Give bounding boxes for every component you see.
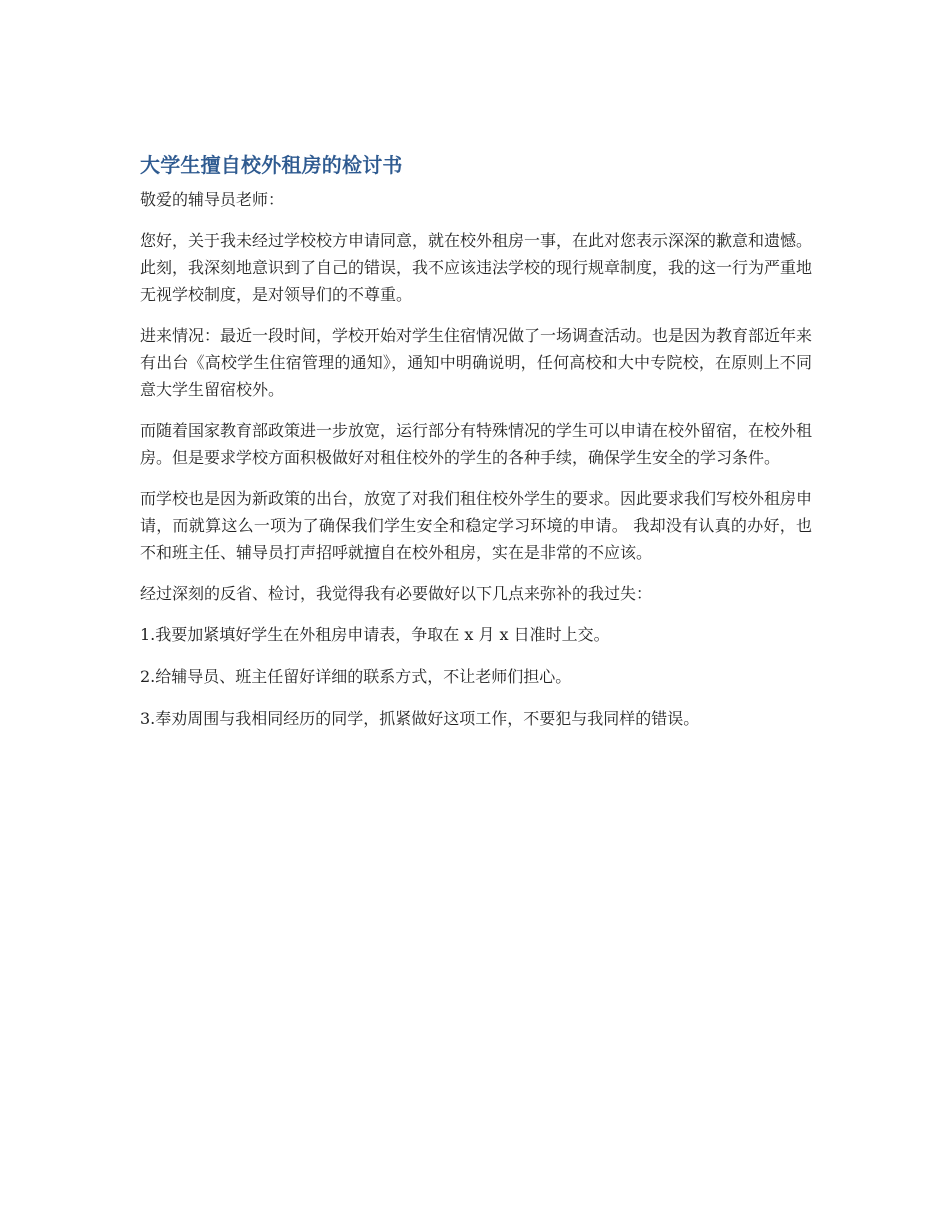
paragraph-reflection: 经过深刻的反省、检讨，我觉得我有必要做好以下几点来弥补的我过失： (140, 584, 653, 603)
list-item: 2.给辅导员、班主任留好详细的联系方式，不让老师们担心。 (140, 667, 572, 686)
document-title: 大学生擅自校外租房的检讨书 (140, 153, 403, 177)
paragraph-requirement: 而学校也是因为新政策的出台，放宽了对我们租住校外学生的要求。因此要求我们写校外租房申请，而就算这么一项为了确保我们学生安全和稳定学习环境的申请。 我却没有认真的办好，也不和班主任、辅导员打声招呼就擅自在校外租房，实在是非常的不应该。 (140, 489, 813, 562)
list-item: 1.我要加紧填好学生在外租房申请表，争取在 x 月 x 日准时上交。 (140, 625, 610, 644)
salutation: 敬爱的辅导员老师： (140, 190, 285, 209)
paragraph-situation: 进来情况：最近一段时间，学校开始对学生住宿情况做了一场调查活动。也是因为教育部近年来有出台《高校学生住宿管理的通知》，通知中明确说明，任何高校和大中专院校，在原则上不同意大学生留宿校外。 (140, 326, 813, 399)
list-item: 3.奉劝周围与我相同经历的同学，抓紧做好这项工作，不要犯与我同样的错误。 (140, 709, 700, 728)
paragraph-apology: 您好，关于我未经过学校校方申请同意，就在校外租房一事，在此对您表示深深的歉意和遗憾。此刻，我深刻地意识到了自己的错误，我不应该违法学校的现行规章制度，我的这一行为严重地无视学校制度，是对领导们的不尊重。 (140, 231, 813, 304)
paragraph-policy: 而随着国家教育部政策进一步放宽，运行部分有特殊情况的学生可以申请在校外留宿，在校外租房。但是要求学校方面积极做好对租住校外的学生的各种手续，确保学生安全的学习条件。 (140, 421, 813, 467)
document-page (140, 150, 812, 747)
